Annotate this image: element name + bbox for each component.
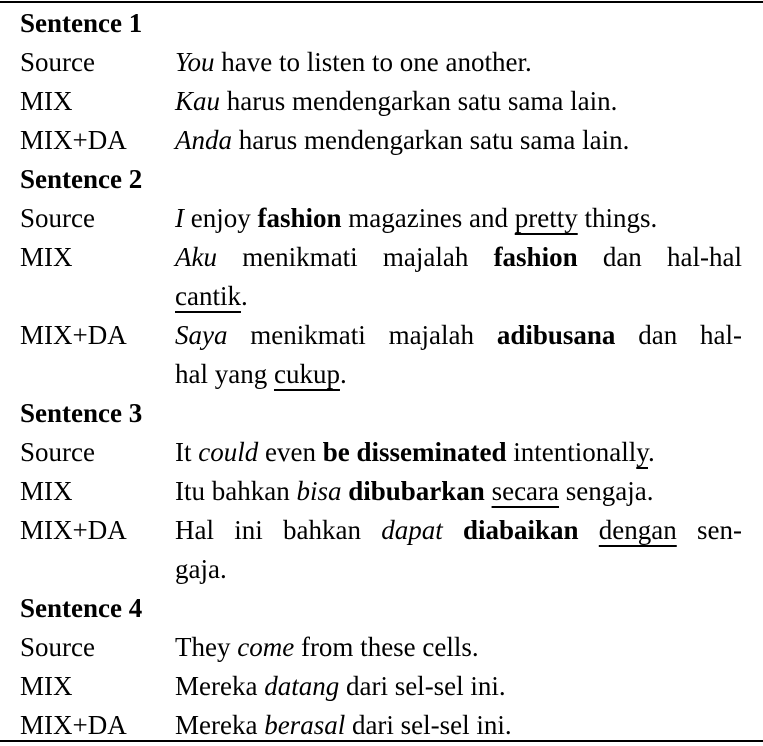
section-header: Sentence 4 — [20, 593, 143, 623]
italic-word: Aku — [175, 242, 217, 272]
text-span: l — [628, 437, 637, 467]
text-span: harus mendengarkan satu sama lain. — [220, 86, 618, 116]
sentence-cell — [175, 316, 742, 394]
italic-word: could — [198, 437, 259, 467]
italic-word: Anda — [175, 125, 232, 155]
text-span — [443, 515, 463, 545]
row-label: Source — [20, 203, 95, 233]
text-span: . — [240, 281, 248, 311]
text-span: menikmati majalah — [227, 320, 497, 350]
bold-phrase: fashion — [257, 203, 342, 233]
table-row — [20, 121, 742, 160]
sentence-cell — [175, 628, 742, 667]
text-span: menikmati majalah — [216, 242, 494, 272]
text-span: enjoy — [184, 203, 258, 233]
sentence-cell — [175, 199, 742, 238]
text-span: things. — [577, 203, 658, 233]
sentence-cell — [175, 433, 742, 472]
bold-phrase: be disseminated — [322, 437, 507, 467]
row-label: MIX+DA — [20, 320, 127, 350]
text-span: dari sel-sel ini. — [339, 671, 506, 701]
table-row — [20, 667, 742, 706]
table-row — [20, 82, 742, 121]
section-header: Sentence 3 — [20, 398, 143, 428]
table-row — [20, 472, 742, 511]
table-row — [20, 511, 742, 589]
italic-word: You — [175, 47, 215, 77]
section-header: Sentence 2 — [20, 164, 143, 194]
italic-word: come — [237, 632, 295, 662]
text-span: hal yang — [175, 359, 274, 389]
bold-phrase: dibubarkan — [348, 476, 485, 506]
sentence-line — [175, 355, 742, 394]
text-span: . — [648, 437, 655, 467]
text-span: Hal ini bahkan — [175, 515, 382, 545]
underlined-word: pretty — [514, 203, 578, 233]
row-label: MIX — [20, 671, 73, 701]
table-row — [20, 433, 742, 472]
bold-phrase: diabaikan — [462, 515, 579, 545]
text-span: dan hal-hal — [577, 242, 742, 272]
text-span — [485, 476, 492, 506]
underlined-word: cantik — [175, 281, 241, 311]
italic-word: datang — [264, 671, 340, 701]
sentence-line — [175, 277, 742, 316]
text-span — [579, 515, 599, 545]
text-span: harus mendengarkan satu sama lain. — [232, 125, 630, 155]
bold-phrase: adibusana — [496, 320, 616, 350]
sentence-cell — [175, 511, 742, 589]
sentence-line — [175, 511, 742, 550]
underlined-word: secara — [491, 476, 560, 506]
text-span: Itu bahkan — [175, 476, 297, 506]
text-span: They — [175, 632, 238, 662]
table-row — [20, 43, 742, 82]
italic-word: Saya — [175, 320, 228, 350]
text-span: even — [258, 437, 323, 467]
underlined-word: cukup — [273, 359, 340, 389]
underlined-word: dengan — [598, 515, 677, 545]
sentence-line — [175, 550, 742, 589]
sentence-cell — [175, 238, 742, 316]
text-span: sen- — [676, 515, 742, 545]
top-rule — [0, 1, 763, 3]
underlined-word: y — [636, 437, 648, 467]
sentence-cell — [175, 121, 742, 160]
text-span: Mereka — [175, 710, 265, 740]
row-label: Source — [20, 632, 95, 662]
sentence-cell — [175, 43, 742, 82]
text-span: from these cells. — [294, 632, 479, 662]
section-header: Sentence 1 — [20, 8, 143, 38]
italic-word: bisa — [296, 476, 342, 506]
row-label: MIX — [20, 476, 73, 506]
text-span: dari sel-sel ini. — [345, 710, 512, 740]
sentence-cell — [175, 82, 742, 121]
text-span: intentional — [506, 437, 629, 467]
italic-word: berasal — [264, 710, 346, 740]
sentence-line — [175, 316, 742, 355]
text-span: . — [339, 359, 347, 389]
row-label: MIX+DA — [20, 125, 127, 155]
italic-word: Kau — [175, 86, 221, 116]
text-span: have to listen to one another. — [214, 47, 532, 77]
table-row — [20, 199, 742, 238]
italic-word: dapat — [381, 515, 443, 545]
text-span: It — [175, 437, 199, 467]
text-span: gaja. — [175, 554, 227, 584]
text-span: Mereka — [175, 671, 265, 701]
row-label: Source — [20, 47, 95, 77]
italic-word: I — [175, 203, 184, 233]
row-label: MIX+DA — [20, 710, 127, 740]
row-label: MIX+DA — [20, 515, 127, 545]
text-span: magazines and — [341, 203, 515, 233]
sentence-cell — [175, 667, 742, 706]
translation-examples-table — [20, 4, 742, 745]
row-label: Source — [20, 437, 95, 467]
row-label: MIX — [20, 86, 73, 116]
text-span: sengaja. — [559, 476, 654, 506]
sentence-cell — [175, 472, 742, 511]
table-row — [20, 628, 742, 667]
sentence-line — [175, 238, 742, 277]
bold-phrase: fashion — [493, 242, 578, 272]
bottom-rule — [0, 740, 763, 742]
row-label: MIX — [20, 242, 73, 272]
text-span: dan hal- — [615, 320, 742, 350]
table-row — [20, 316, 742, 394]
table-row — [20, 238, 742, 316]
